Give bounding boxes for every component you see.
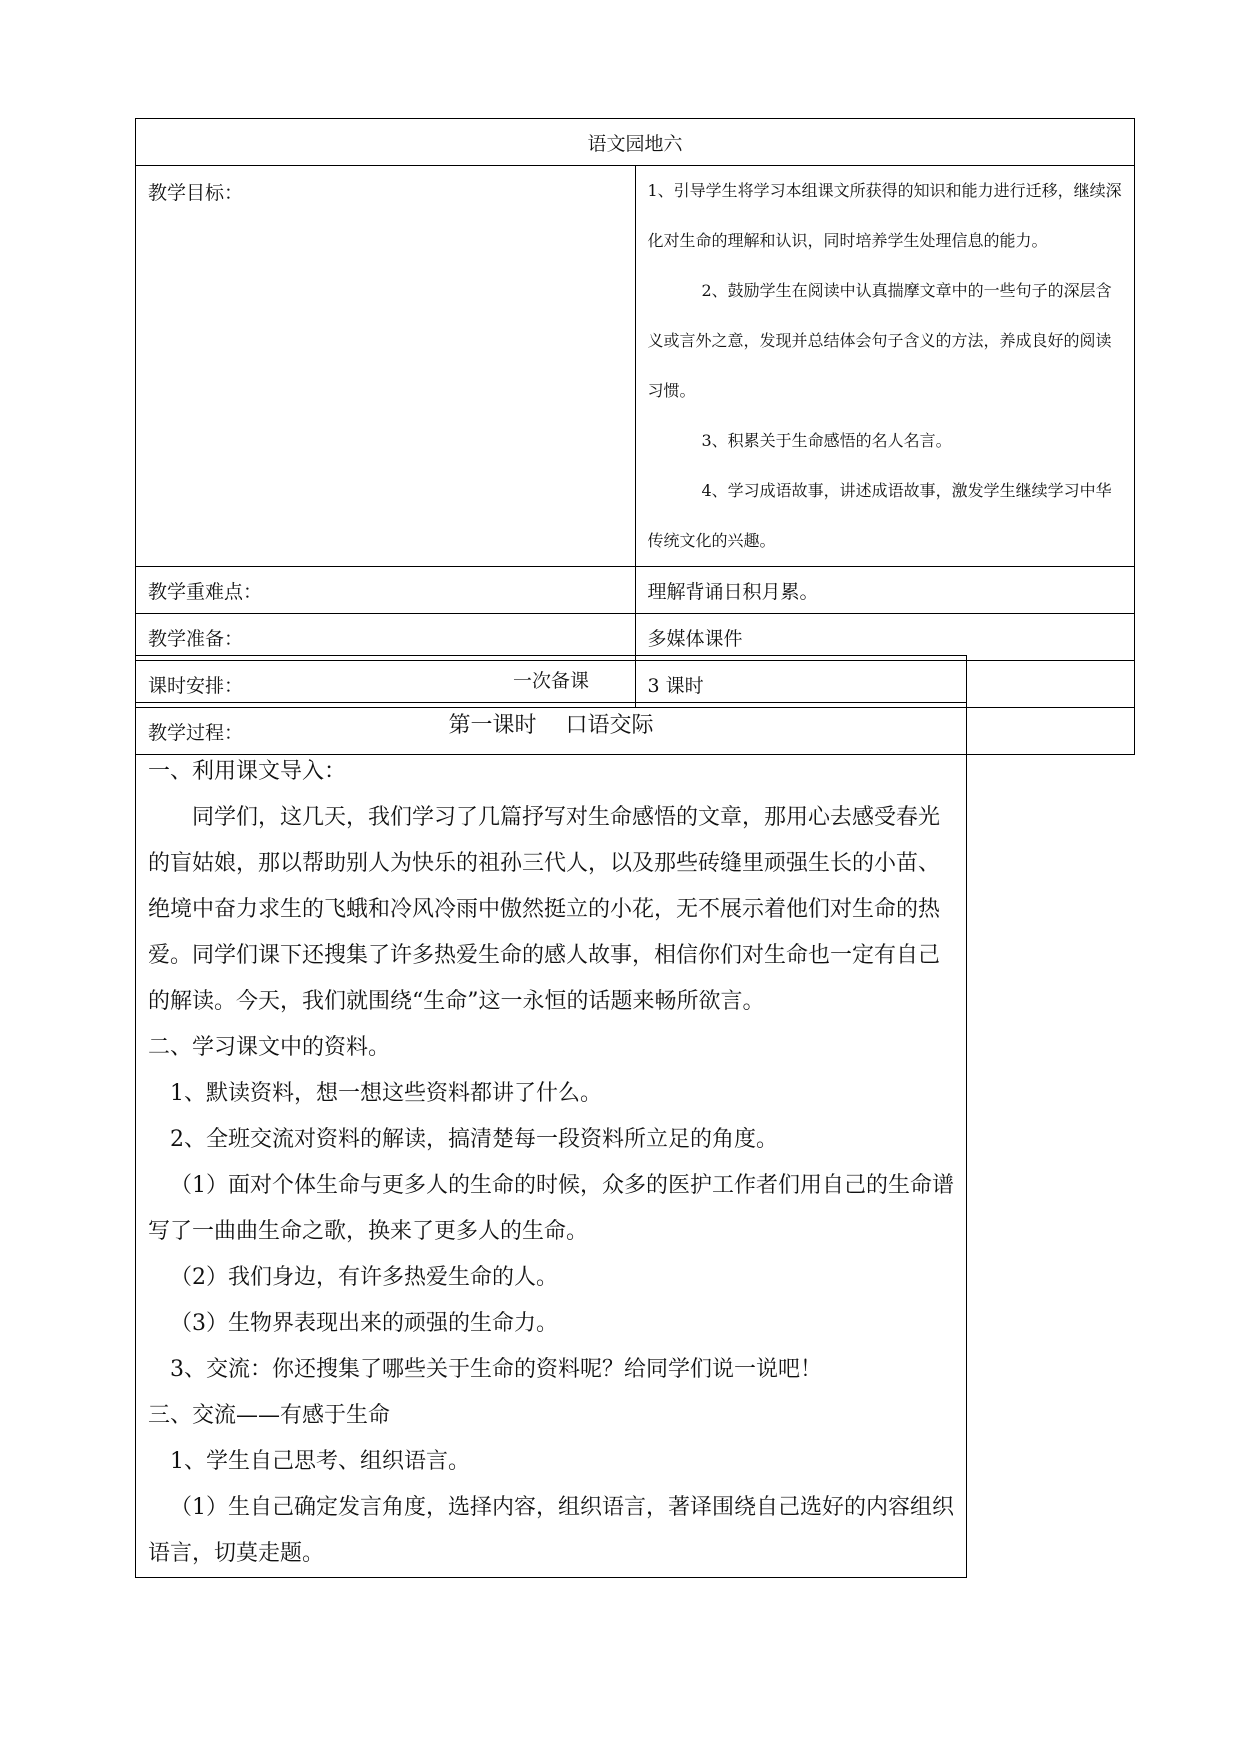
lesson-body	[136, 703, 967, 1578]
difficulty-value: 理解背诵日积月累。	[635, 567, 1135, 614]
goal-item: 1、引导学生将学习本组课文所获得的知识和能力进行迁移，继续深化对生命的理解和认识，同时培养学生处理信息的能力。	[647, 181, 1122, 250]
paragraph: （1）生自己确定发言角度，选择内容，组织语言，著译围绕自己选好的内容组织语言，切莫走题。	[148, 1495, 954, 1566]
schedule-value: 3 课时	[635, 661, 1135, 708]
process-label: 教学过程：	[136, 708, 1135, 755]
prep-value: 多媒体课件	[635, 614, 1135, 661]
paragraph: 1、默读资料，想一想这些资料都讲了什么。	[170, 1081, 602, 1106]
prep-label: 教学准备：	[136, 614, 636, 661]
paragraph: 2、全班交流对资料的解读，搞清楚每一段资料所立足的角度。	[170, 1127, 778, 1152]
paragraph: 3、交流：你还搜集了哪些关于生命的资料呢？给同学们说一说吧！	[170, 1357, 822, 1382]
section-heading: 一、利用课文导入：	[148, 759, 347, 784]
plan-title: 语文园地六	[136, 119, 1135, 166]
goals-label: 教学目标：	[136, 166, 636, 567]
difficulty-label: 教学重难点：	[136, 567, 636, 614]
lesson-header: 一次备课	[136, 656, 967, 703]
paragraph: （3）生物界表现出来的顽强的生命力。	[170, 1311, 558, 1336]
goals-content	[635, 166, 1135, 567]
goal-item: 2、鼓励学生在阅读中认真揣摩文章中的一些句子的深层含义或言外之意，发现并总结体会句子含义的方法，养成良好的阅读习惯。	[647, 281, 1112, 400]
section-heading: 三、交流——有感于生命	[148, 1403, 391, 1428]
lesson-title: 第一课时 口语交际	[448, 713, 654, 738]
section-heading: 二、学习课文中的资料。	[148, 1035, 391, 1060]
goal-item: 3、积累关于生命感悟的名人名言。	[701, 431, 952, 450]
paragraph: 1、学生自己思考、组织语言。	[170, 1449, 470, 1474]
paragraph: （1）面对个体生命与更多人的生命的时候，众多的医护工作者们用自己的生命谱写了一曲曲生命之歌，换来了更多人的生命。	[148, 1173, 954, 1244]
paragraph: 同学们，这几天，我们学习了几篇抒写对生命感悟的文章，那用心去感受春光的盲姑娘，那以帮助别人为快乐的祖孙三代人，以及那些砖缝里顽强生长的小苗、绝境中奋力求生的飞蛾和冷风冷雨中傲然挺立的小花，无不展示着他们对生命的热爱。同学们课下还搜集了许多热爱生命的感人故事，相信你们对生命也一定有自己的解读。今天，我们就围绕“生命”这一永恒的话题来畅所欲言。	[148, 805, 941, 1014]
lesson-detail-table	[135, 655, 967, 1578]
goal-item: 4、学习成语故事，讲述成语故事，激发学生继续学习中华传统文化的兴趣。	[647, 481, 1112, 550]
paragraph: （2）我们身边，有许多热爱生命的人。	[170, 1265, 558, 1290]
schedule-label: 课时安排：	[136, 661, 636, 708]
